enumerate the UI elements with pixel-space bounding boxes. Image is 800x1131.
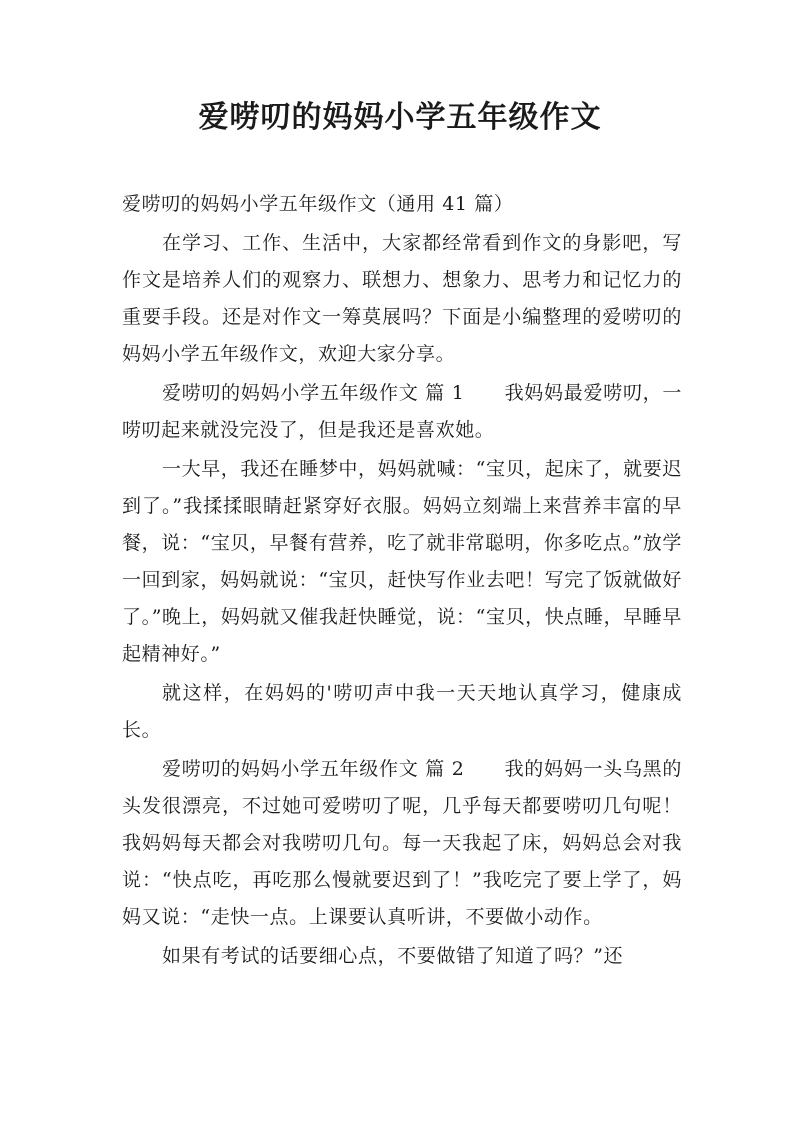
- essay-1-heading: 爱唠叨的妈妈小学五年级作文 篇 1: [162, 382, 465, 404]
- essay-2-heading: 爱唠叨的妈妈小学五年级作文 篇 2: [162, 758, 465, 780]
- essay-1-paragraph: 一大早，我还在睡梦中，妈妈就喊：“宝贝，起床了，就要迟到了。”我揉揉眼睛赶紧穿好衣服。妈妈立刻端上来营养丰富的早餐，说：“宝贝，早餐有营养，吃了就非常聪明，你多吃点。”放学一回到家，妈妈就说：“宝贝，赶快写作业去吧！写完了饭就做好了。”晚上，妈妈就又催我赶快睡觉，说：“宝贝，快点睡，早睡早起精神好。”: [122, 458, 682, 665]
- essay-1-opening: 我妈妈最爱唠叨，一唠叨起来就没完没了，但是我还是喜欢她。: [122, 382, 682, 441]
- essay-1-first-paragraph: [122, 375, 682, 449]
- document-body: [122, 186, 682, 977]
- essay-2-opening: 我的妈妈一头乌黑的头发很漂亮，不过她可爱唠叨了呢，几乎每天都要唠叨几句呢！我妈妈每天都会对我唠叨几句。每一天我起了床，妈妈总会对我说：“快点吃，再吃那么慢就要迟到了！”我吃完了要上学了，妈妈又说：“走快一点。上课要认真听讲，不要做小动作。: [122, 758, 682, 928]
- essay-2-paragraph: 如果有考试的话要细心点，不要做错了知道了吗？”还: [162, 945, 624, 967]
- essay-2-first-paragraph: [122, 751, 682, 936]
- document-title: 爱唠叨的妈妈小学五年级作文: [198, 100, 602, 135]
- essay-1-paragraph: 就这样，在妈妈的'唠叨声中我一天天地认真学习，健康成长。: [122, 682, 682, 741]
- intro-paragraph: 在学习、工作、生活中，大家都经常看到作文的身影吧，写作文是培养人们的观察力、联想力、想象力、思考力和记忆力的重要手段。还是对作文一筹莫展吗？下面是小编整理的爱唠叨的妈妈小学五年级作文，欢迎大家分享。: [122, 232, 682, 365]
- document-subtitle: 爱唠叨的妈妈小学五年级作文（通用 41 篇）: [122, 193, 514, 215]
